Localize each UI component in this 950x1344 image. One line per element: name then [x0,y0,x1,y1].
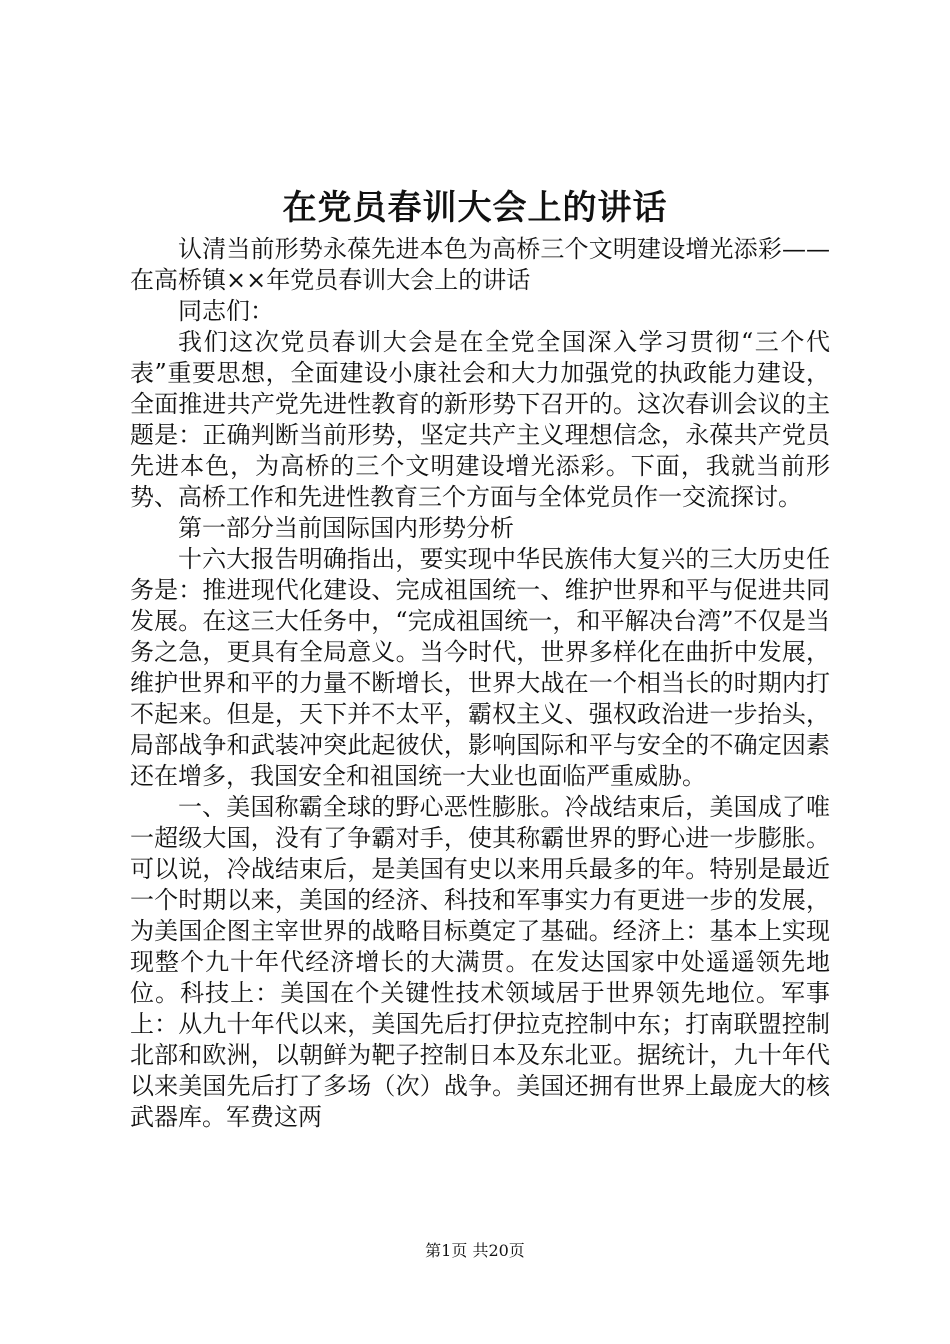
section-heading: 第一部分当前国际国内形势分析 [178,514,514,542]
body-paragraph: 一、美国称霸全球的野心恶性膨胀。冷战结束后，美国成了唯一超级大国，没有了争霸对手，使其称霸世界的野心进一步膨胀。可以说，冷战结束后，是美国有史以来用兵最多的年。特别是最近一个时期以来，美国的经济、科技和军事实力有更进一步的发展，为美国企图主宰世界的战略目标奠定了基础。经济上：基本上实现现整个九十年代经济增长的大满贯。在发达国家中处遥遥领先地位。科技上：美国在个关键性技术领域居于世界领先地位。军事上：从九十年代以来，美国先后打伊拉克控制中东；打南联盟控制北部和欧洲，以朝鲜为靶子控制日本及东北亚。据统计，九十年代以来美国先后打了多场（次）战争。美国还拥有世界上最庞大的核武器库。军费这两 [130,793,830,1131]
salutation-paragraph: 同志们： [178,297,274,325]
subtitle-paragraph: 认清当前形势永葆先进本色为高桥三个文明建设增光添彩——在高桥镇××年党员春训大会上的讲话 [130,235,830,294]
document-title: 在党员春训大会上的讲话 [282,188,668,228]
page-footer: 第1页 共20页 [425,1241,525,1260]
document-body [130,234,830,1133]
body-paragraph: 我们这次党员春训大会是在全党全国深入学习贯彻“三个代表”重要思想，全面建设小康社会和大力加强党的执政能力建设，全面推进共产党先进性教育的新形势下召开的。这次春训会议的主题是：正确判断当前形势，坚定共产主义理想信念，永葆共产党员先进本色，为高桥的三个文明建设增光添彩。下面，我就当前形势、高桥工作和先进性教育三个方面与全体党员作一交流探讨。 [130,328,830,511]
body-paragraph: 十六大报告明确指出，要实现中华民族伟大复兴的三大历史任务是：推进现代化建设、完成祖国统一、维护世界和平与促进共同发展。在这三大任务中，“完成祖国统一，和平解决台湾”不仅是当务之急，更具有全局意义。当今时代，世界多样化在曲折中发展，维护世界和平的力量不断增长，世界大战在一个相当长的时期内打不起来。但是，天下并不太平，霸权主义、强权政治进一步抬头，局部战争和武装冲突此起彼伏，影响国际和平与安全的不确定因素还在增多，我国安全和祖国统一大业也面临严重威胁。 [130,545,830,790]
